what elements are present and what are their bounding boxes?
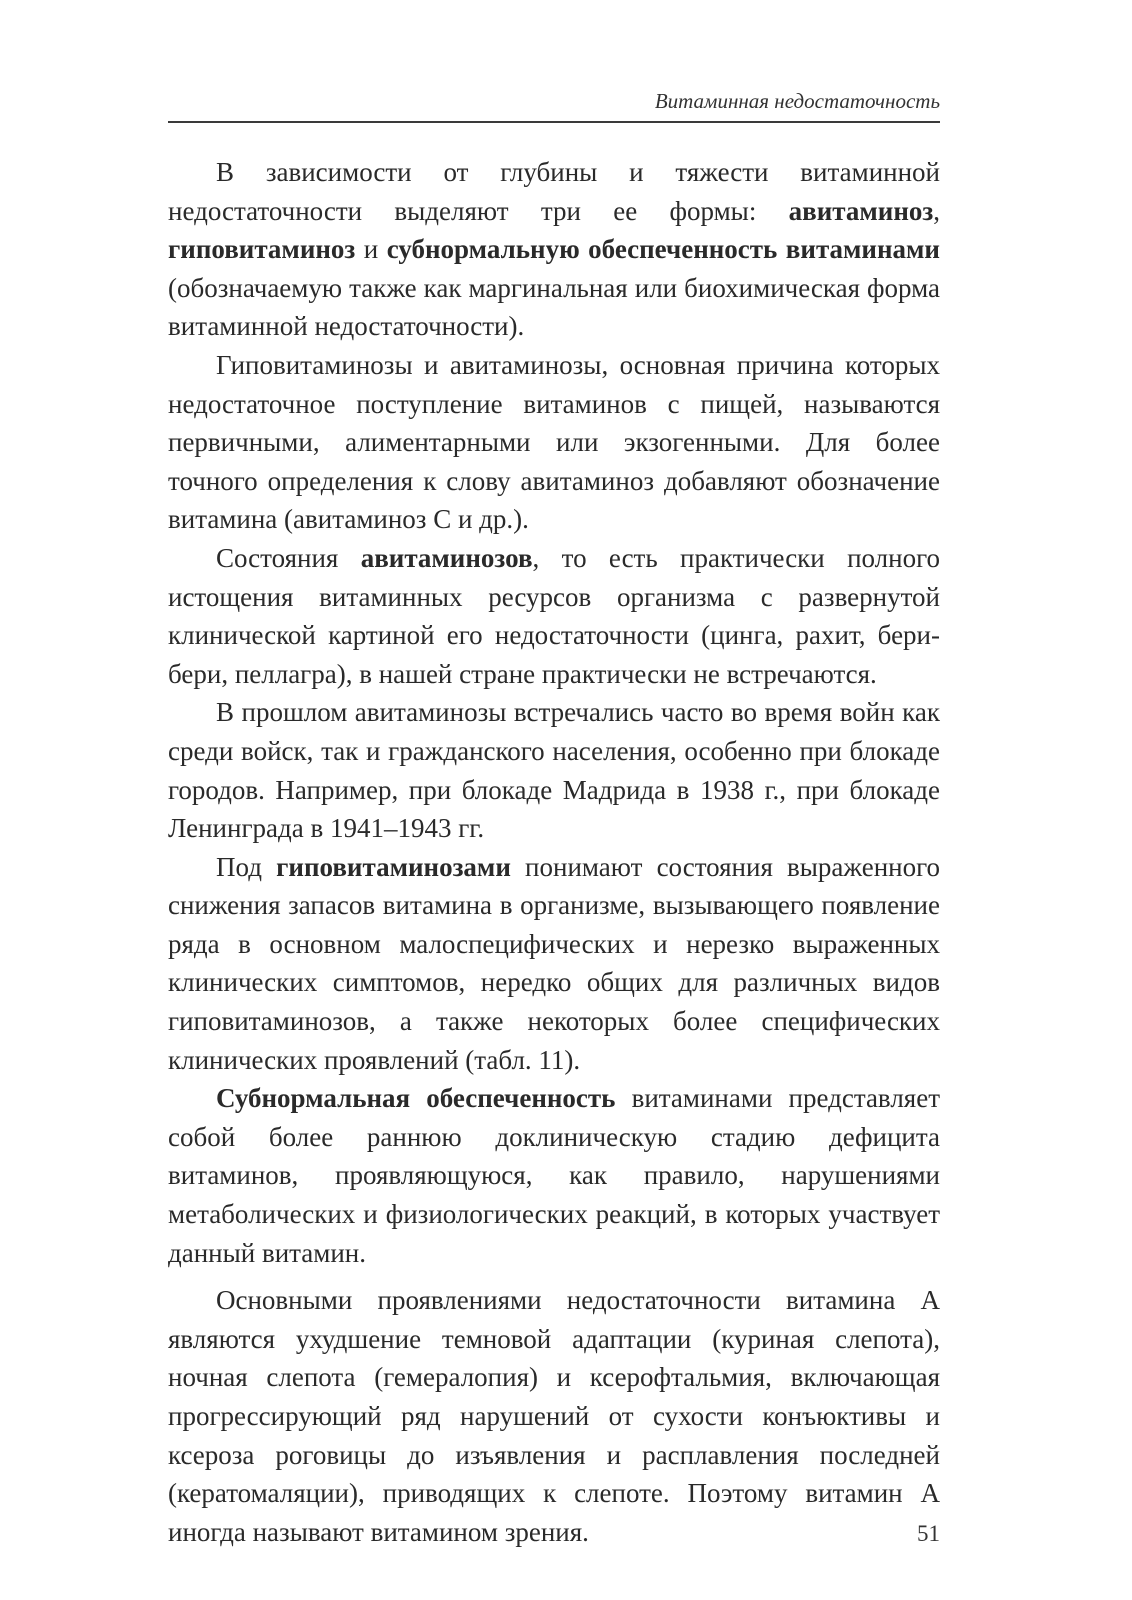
paragraph-hypovitaminosis [168, 848, 940, 1080]
paragraph-primary [168, 346, 940, 539]
paragraph-forms [168, 153, 940, 346]
bold-term: гиповитаминозами [276, 851, 511, 882]
text-run: В прошлом авитаминозы встречались часто во время войн как среди войск, так и гражданского населения, особенно при блокаде городов. Например, при блокаде Мадрида в 1938 г., при блокаде Ленинграда в 1941–1943 гг. [168, 697, 940, 844]
text-run: Основными проявлениями недостаточности витамина А являются ухудшение темновой адаптации (куриная слепота), ночная слепота (гемералопия) и ксерофтальмия, включающая прогрессирующий ряд нарушений от сухости конъюктивы и ксероза роговицы до изъявления и расплавления последней (кератомаляции), приводящих к слепоте. Поэтому витамин А иногда называют витамином зрения. [168, 1285, 940, 1547]
bold-term: субнормальную обеспеченность витаминами [386, 234, 940, 265]
text-run: , [933, 195, 940, 226]
text-run: В зависимости от глубины и тяжести витаминной недостаточности выделяют три ее формы: [168, 157, 940, 226]
paragraph-history [168, 693, 940, 847]
text-run: Под [216, 851, 277, 882]
bold-term: авитаминоз [788, 195, 934, 226]
text-run: Гиповитаминозы и авитаминозы, основная причина которых недостаточное поступление витаминов с пищей, называются первичными, алиментарными или экзогенными. Для более точного определения к слову авитаминоз добавляют обозначение витамина (авитаминоз С и др.). [168, 349, 940, 535]
text-run: витаминами представляет собой более раннюю доклиническую стадию дефицита витаминов, проявляющуюся, как правило, нарушениями метаболических и физиологических реакций, в которых участвует данный витамин. [168, 1083, 940, 1268]
text-run: , то есть практически полного истощения витаминных ресурсов организма с развернутой клинической картиной его недостаточности (цинга, рахит, бери-бери, пеллагра), в нашей стране практически не встречаются. [168, 542, 940, 689]
paragraph-subnormal [168, 1079, 940, 1272]
text-run: Состояния [216, 542, 361, 573]
header-divider [168, 121, 940, 123]
text-run: понимают состояния выраженного снижения запасов витамина в организме, вызывающего появление ряда в основном малоспецифических и нерезко выраженных клинических симптомов, нередко общих для различных видов гиповитаминозов, а также некоторых более специфических клинических проявлений (табл. 11). [168, 851, 940, 1075]
running-header: Витаминная недостаточность [654, 89, 940, 113]
text-run: и [355, 234, 387, 265]
paragraph-vitamin-a [168, 1281, 940, 1551]
paragraph-avitaminosis [168, 539, 940, 693]
text-run: (обозначаемую также как маргинальная или биохимическая форма витаминной недостаточности). [168, 272, 940, 342]
body-text [168, 153, 940, 1551]
bold-term: гиповитаминоз [168, 234, 356, 265]
page-number: 51 [917, 1521, 940, 1546]
bold-term: авитаминозов [360, 542, 533, 573]
bold-term: Субнормальная обеспеченность [216, 1083, 616, 1114]
